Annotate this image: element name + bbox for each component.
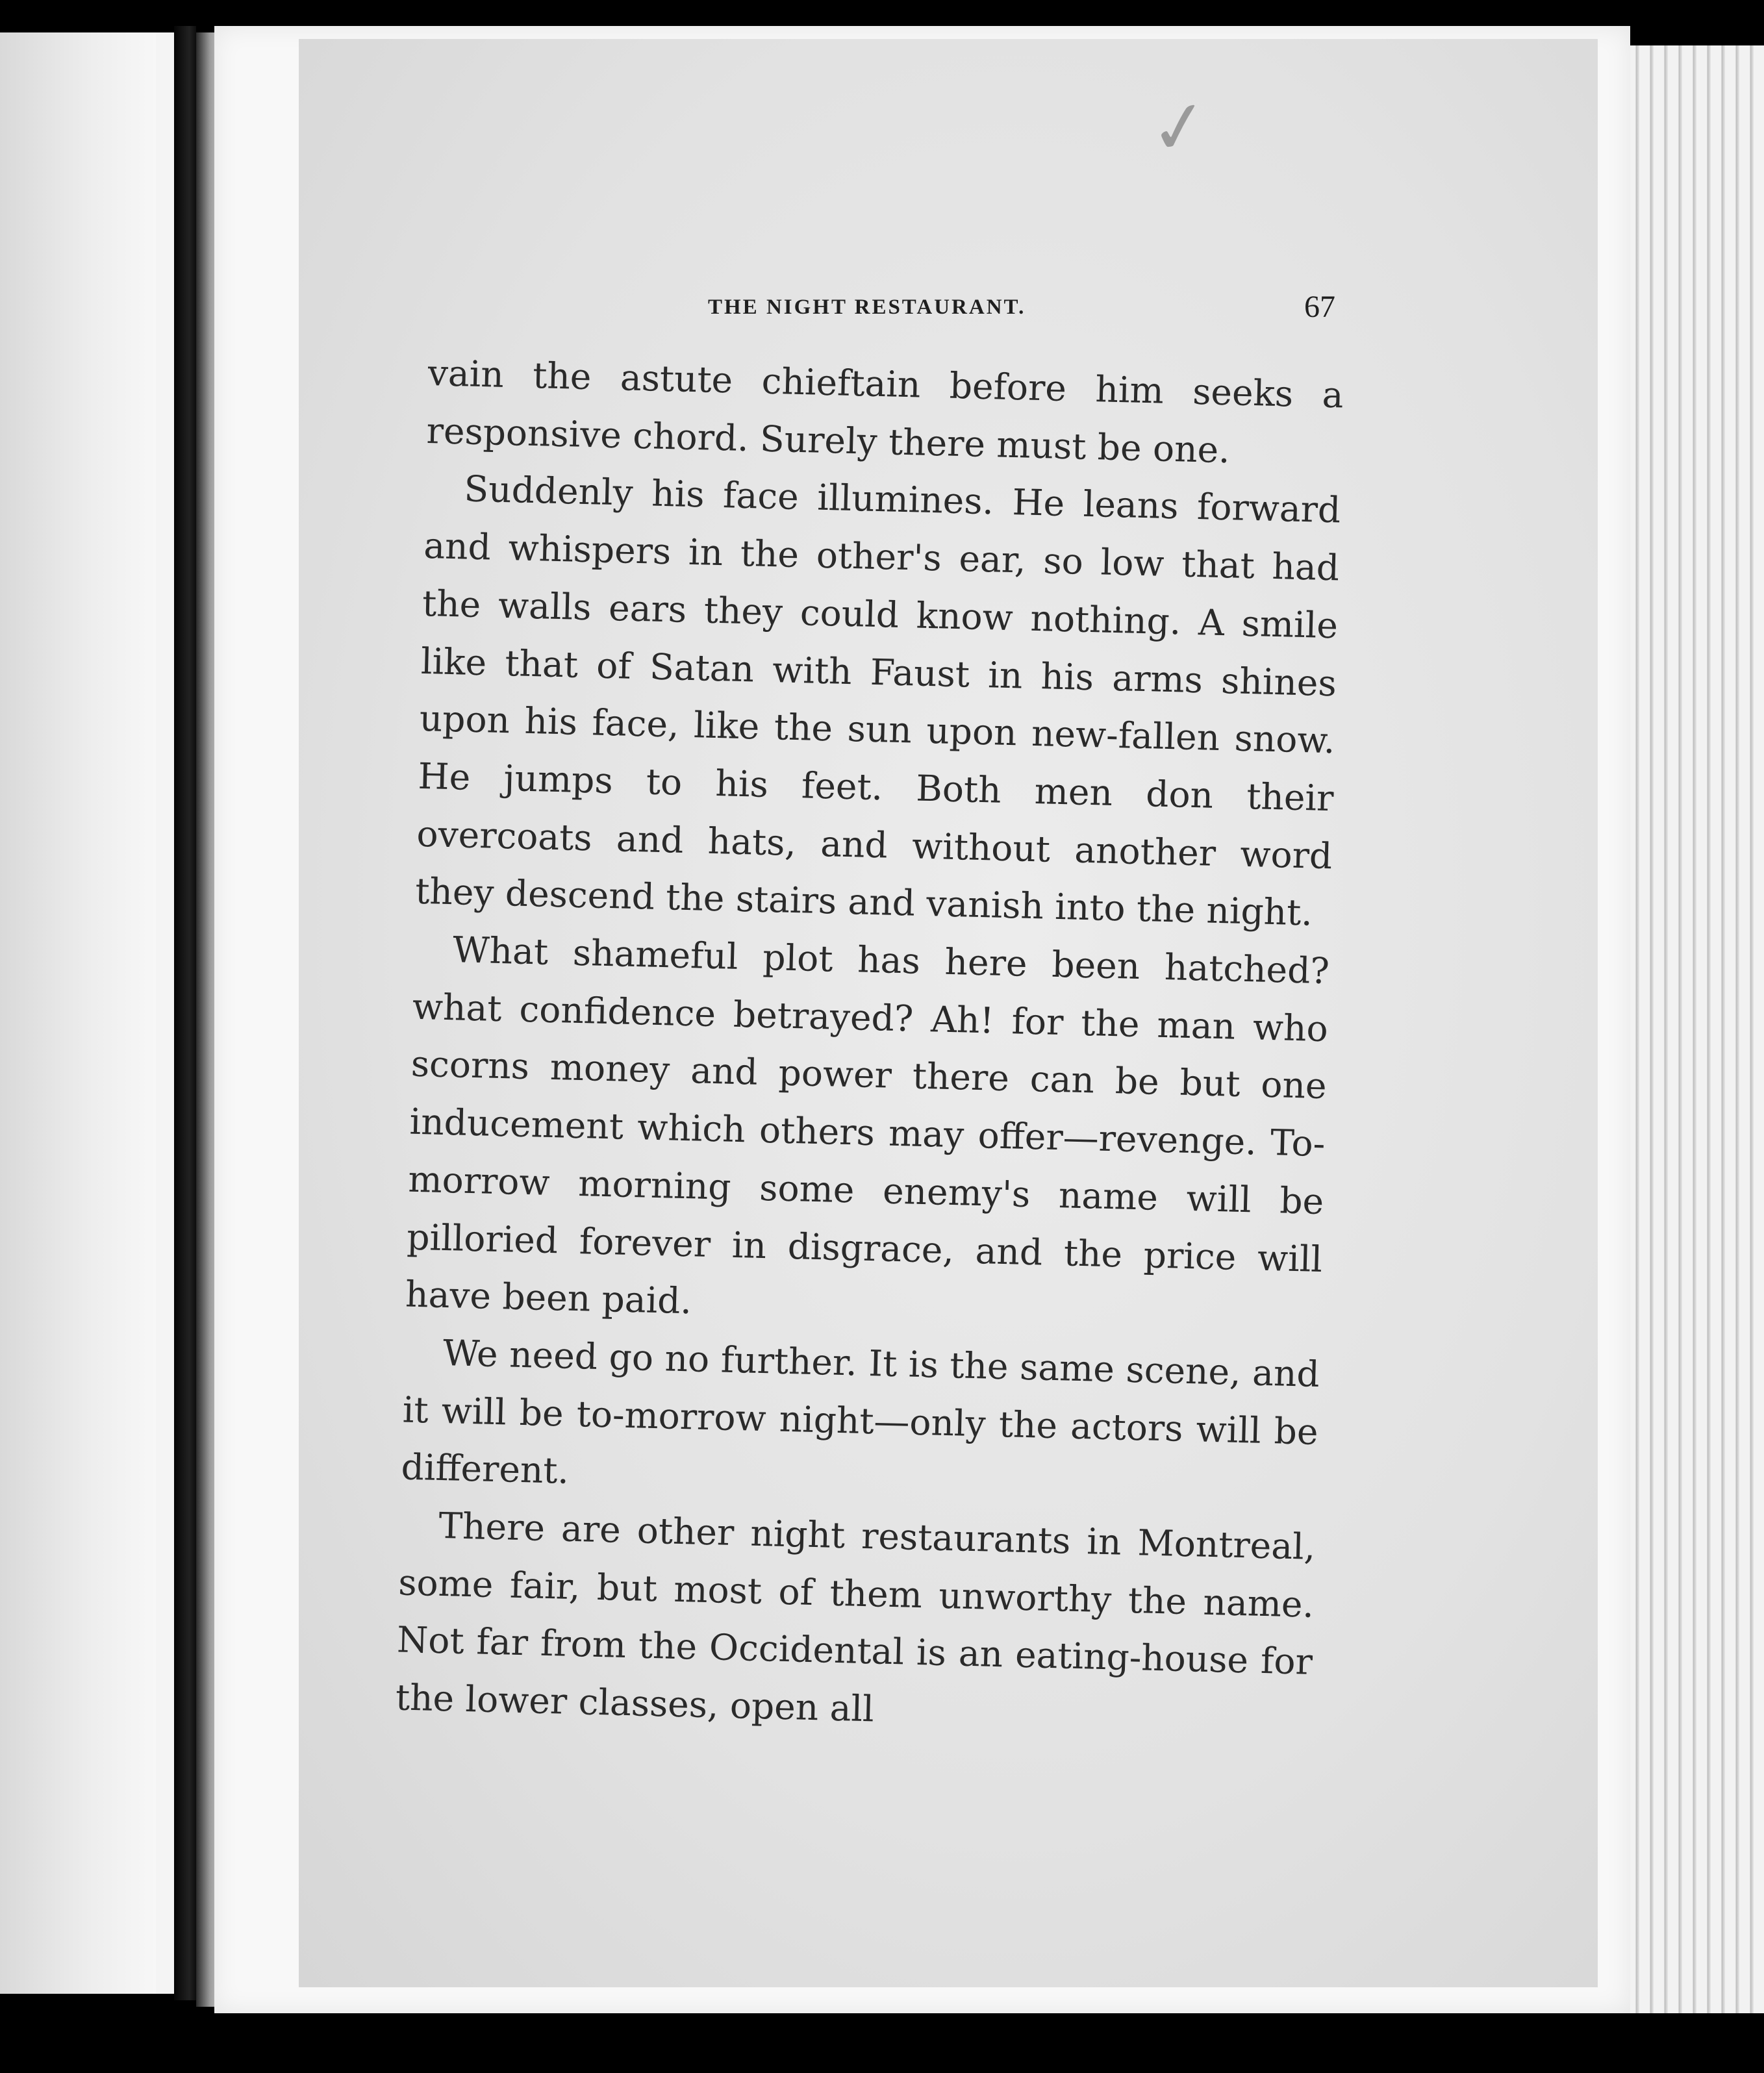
running-head: THE NIGHT RESTAURANT. bbox=[708, 295, 1026, 319]
paragraph-5: There are other night restaurants in Montreal, some fair, but most of them unworthy the name. Not far from the Occidental is an eating-house for the lower classes, open all bbox=[395, 1504, 1316, 1730]
left-page bbox=[0, 32, 156, 1994]
page-header bbox=[701, 289, 1351, 341]
paragraph-1: vain the astute chieftain before him seeks a responsive chord. Surely there must be one. bbox=[425, 351, 1344, 471]
page-edges bbox=[1611, 45, 1764, 2013]
paragraph-2: Suddenly his face illumines. He leans forward and whispers in the other's ear, so low that had the walls ears they could know nothing. A smile like that of Satan with Faust in his arms shines upon his face, like the sun upon new-fallen snow. He jumps to his feet. Both men don their overcoats and hats, and without another word they descend the stairs and vanish into the night. bbox=[414, 468, 1341, 934]
book-gutter bbox=[174, 26, 196, 2000]
left-page-edge bbox=[156, 32, 174, 1994]
page-number: 67 bbox=[1304, 290, 1335, 324]
paragraph-4: We need go no further. It is the same scene, and it will be to-morrow night—only the actors will be different. bbox=[400, 1331, 1320, 1492]
body-text bbox=[395, 344, 1344, 1749]
check-mark-icon: ✓ bbox=[1144, 82, 1215, 173]
paragraph-3: What shameful plot has here been hatched? what confidence betrayed? Ah! for the man who scorns money and power there can be but one inducement which others may offer—revenge. To-morrow morning some enemy's name will be pilloried forever in disgrace, and the price will have been paid. bbox=[405, 929, 1330, 1322]
